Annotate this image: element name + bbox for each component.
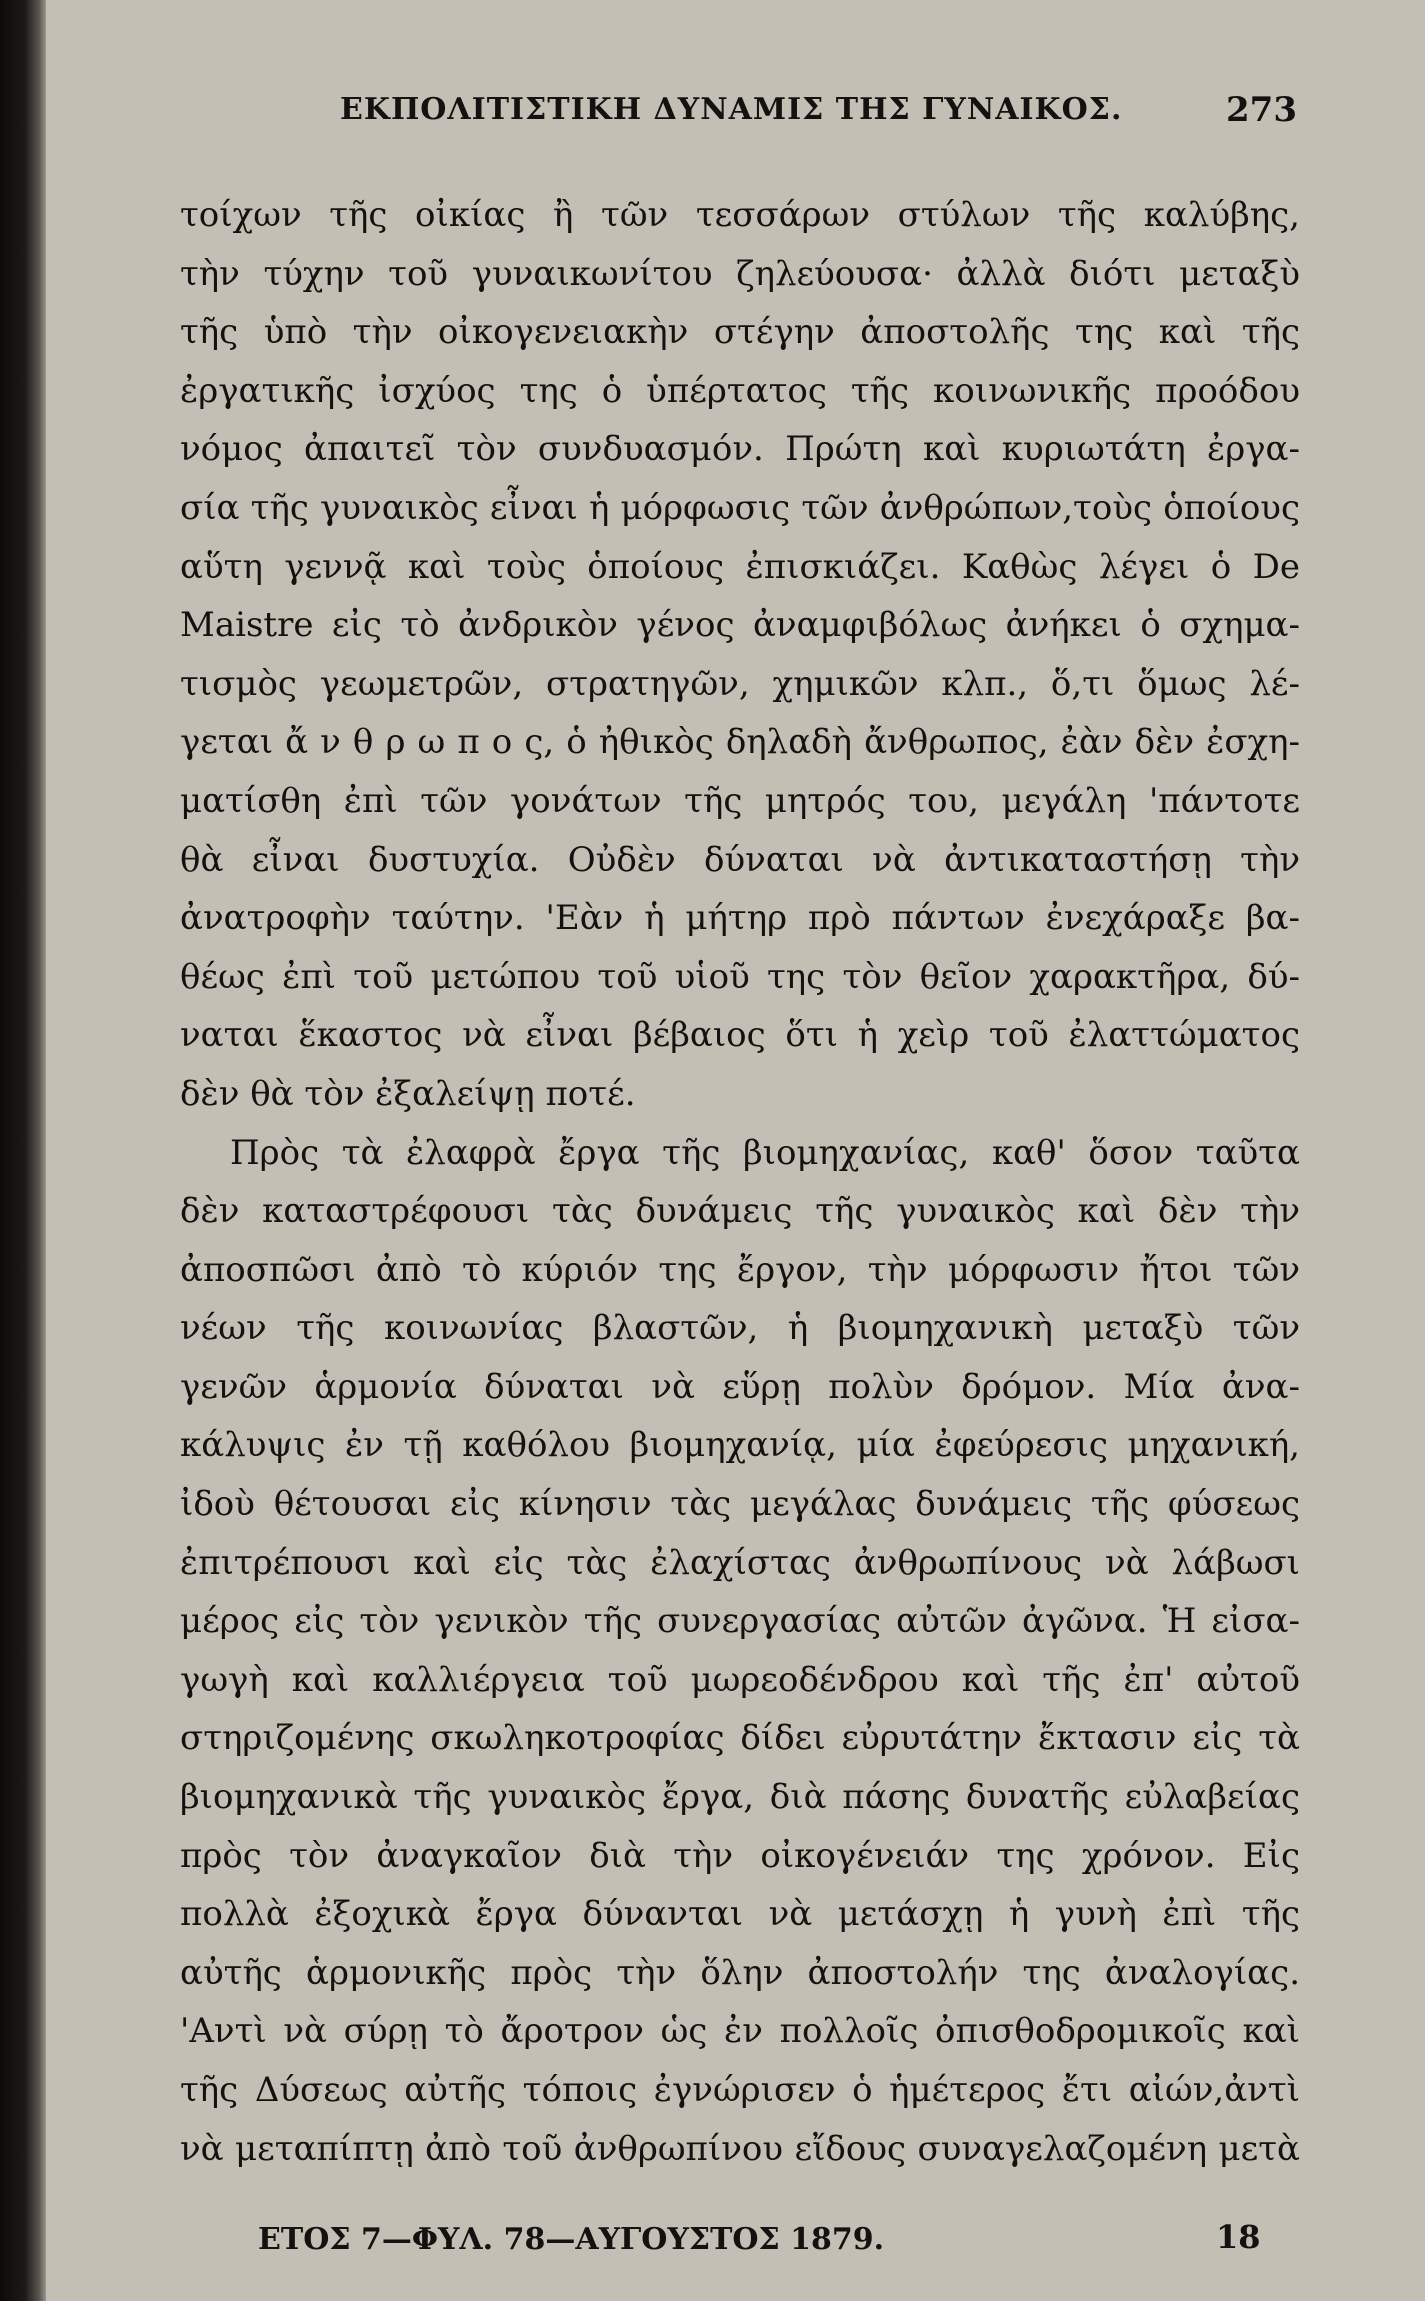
text-line: 'Αντὶ νὰ σύρῃ τὸ ἄροτρον ὡς ἐν πολλοῖς ὀπισθοδρομικοῖς καὶ (180, 2011, 1300, 2052)
text-line: ἐπιτρέπουσι καὶ εἰς τὰς ἐλαχίστας ἀνθρωπίνους νὰ λάβωσι (180, 1542, 1300, 1583)
text-line: βιομηχανικὰ τῆς γυναικὸς ἔργα, διὰ πάσης δυνατῆς εὐλαβείας (180, 1777, 1300, 1818)
text-line: Maistre εἰς τὸ ἀνδρικὸν γένος ἀναμφιβόλως ἀνήκει ὁ σχημα- (180, 605, 1300, 646)
text-line: δὲν καταστρέφουσι τὰς δυνάμεις τῆς γυναικὸς καὶ δὲν τὴν (180, 1191, 1300, 1232)
paragraph-end-line: δὲν θὰ τὸν ἐξαλείψῃ ποτέ. (180, 1073, 636, 1114)
footer-imprint: ΕΤΟΣ 7—ΦΥΛ. 78—ΑΥΓΟΥΣΤΟΣ 1879. (258, 2222, 885, 2257)
text-line: θέως ἐπὶ τοῦ μετώπου τοῦ υἱοῦ της τὸν θεῖον χαρακτῆρα, δύ- (180, 956, 1300, 997)
signature-mark: 18 (1216, 2218, 1261, 2256)
text-line: γωγὴ καὶ καλλιέργεια τοῦ μωρεοδένδρου καὶ τῆς ἐπ' αὐτοῦ (180, 1659, 1300, 1700)
text-line: γεται ἄ ν θ ρ ω π ο ς, ὁ ἠθικὸς δηλαδὴ ἄνθρωπος, ἐὰν δὲν ἐσχη- (180, 722, 1300, 763)
text-line: στηριζομένης σκωληκοτροφίας δίδει εὐρυτάτην ἔκτασιν εἰς τὰ (180, 1718, 1300, 1759)
text-line: νόμος ἀπαιτεῖ τὸν συνδυασμόν. Πρώτη καὶ κυριωτάτη ἐργα- (180, 429, 1300, 470)
text-line: ἀνατροφὴν ταύτην. 'Εὰν ἡ μήτηρ πρὸ πάντων ἐνεχάραξε βα- (180, 898, 1300, 939)
book-page (46, 0, 1425, 2301)
text-line: νέων τῆς κοινωνίας βλαστῶν, ἡ βιομηχανικὴ μεταξὺ τῶν (180, 1308, 1300, 1349)
paragraph-start-line: Πρὸς τὰ ἐλαφρὰ ἔργα τῆς βιομηχανίας, καθ' ὅσον ταῦτα (230, 1132, 1300, 1173)
text-line: τισμὸς γεωμετρῶν, στρατηγῶν, χημικῶν κλπ., ὅ,τι ὅμως λέ- (180, 663, 1300, 704)
text-line: πρὸς τὸν ἀναγκαῖον διὰ τὴν οἰκογένειάν της χρόνον. Εἰς (180, 1835, 1300, 1876)
text-line: ἰδοὺ θέτουσαι εἰς κίνησιν τὰς μεγάλας δυνάμεις τῆς φύσεως (180, 1484, 1300, 1525)
text-line: τῆς Δύσεως αὐτῆς τόποις ἐγνώρισεν ὁ ἡμέτερος ἔτι αἰών,ἀντὶ (180, 2070, 1300, 2110)
book-spine-shadow (0, 0, 46, 2301)
body-text (180, 186, 1300, 2178)
text-line: κάλυψις ἐν τῇ καθόλου βιομηχανίᾳ, μία ἐφεύρεσις μηχανική, (180, 1425, 1300, 1466)
text-line: ἀποσπῶσι ἀπὸ τὸ κύριόν της ἔργον, τὴν μόρφωσιν ἤτοι τῶν (180, 1249, 1300, 1290)
text-line: θὰ εἶναι δυστυχία. Οὐδὲν δύναται νὰ ἀντικαταστήσῃ τὴν (180, 839, 1300, 880)
text-line: τοίχων τῆς οἰκίας ἢ τῶν τεσσάρων στύλων τῆς καλύβης, (180, 195, 1300, 235)
running-title: ΕΚΠΟΛΙΤΙΣΤΙΚΗ ΔΥΝΑΜΙΣ ΤΗΣ ΓΥΝΑΙΚΟΣ. (340, 92, 1123, 127)
text-line: πολλὰ ἐξοχικὰ ἔργα δύνανται νὰ μετάσχῃ ἡ γυνὴ ἐπὶ τῆς (180, 1894, 1300, 1935)
text-line: τὴν τύχην τοῦ γυναικωνίτου ζηλεύουσα· ἀλλὰ διότι μεταξὺ (180, 253, 1300, 294)
text-line: αὐτῆς ἁρμονικῆς πρὸς τὴν ὅλην ἀποστολήν της ἀναλογίας. (180, 1952, 1300, 1993)
text-line: αὕτη γεννᾷ καὶ τοὺς ὁποίους ἐπισκιάζει. Καθὼς λέγει ὁ De (180, 546, 1300, 587)
text-line: σία τῆς γυναικὸς εἶναι ἡ μόρφωσις τῶν ἀνθρώπων,τοὺς ὁποίους (180, 487, 1300, 528)
page-number: 273 (1226, 90, 1297, 130)
text-line: γενῶν ἁρμονία δύναται νὰ εὕρῃ πολὺν δρόμον. Μία ἀνα- (180, 1366, 1300, 1407)
text-line: μέρος εἰς τὸν γενικὸν τῆς συνεργασίας αὐτῶν ἀγῶνα. Ἡ εἰσα- (180, 1601, 1300, 1642)
text-line: ναται ἕκαστος νὰ εἶναι βέβαιος ὅτι ἡ χεὶρ τοῦ ἐλαττώματος (180, 1015, 1300, 1056)
text-line: ἐργατικῆς ἰσχύος της ὁ ὑπέρτατος τῆς κοινωνικῆς προόδου (180, 370, 1300, 411)
text-line: τῆς ὑπὸ τὴν οἰκογενειακὴν στέγην ἀποστολῆς της καὶ τῆς (180, 312, 1300, 353)
text-line: νὰ μεταπίπτῃ ἀπὸ τοῦ ἀνθρωπίνου εἴδους συναγελαζομένη μετὰ (180, 2128, 1300, 2169)
text-line: ματίσθη ἐπὶ τῶν γονάτων τῆς μητρός του, μεγάλη 'πάντοτε (180, 780, 1300, 821)
